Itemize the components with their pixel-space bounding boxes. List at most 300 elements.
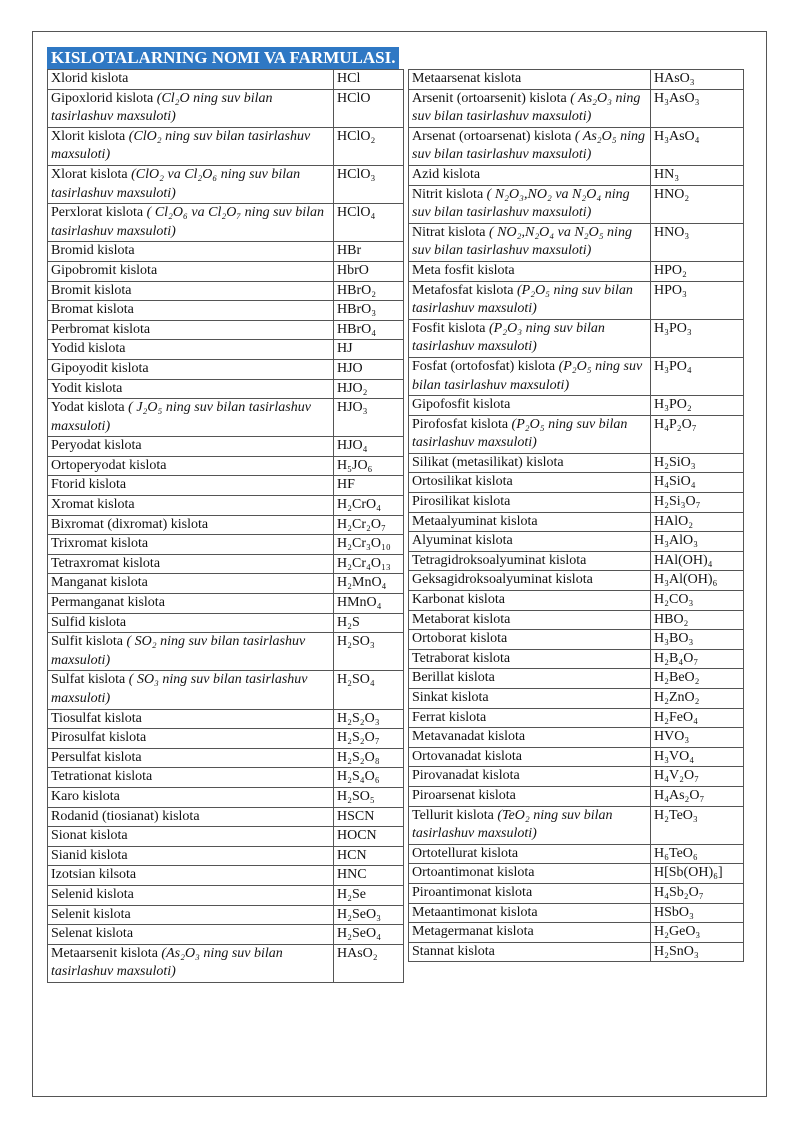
acid-name-cell	[409, 883, 651, 903]
acid-note: ( NO₂,N₂O₄ va N₂O₅ ning suv bilan tasirlashuv maxsuloti)	[412, 224, 632, 259]
acid-name: Fosfit kislota	[412, 320, 486, 336]
table-row	[409, 165, 744, 185]
acid-formula: HAlO₂	[651, 512, 744, 532]
acid-name: Persulfat kislota	[51, 749, 142, 765]
acid-name-cell	[409, 396, 651, 416]
acid-formula: H₃AlO₃	[651, 532, 744, 552]
acid-formula: H₂SeO₃	[334, 905, 404, 925]
acid-note: ( J₂O₅ ning suv bilan tasirlashuv maxsuloti)	[51, 400, 311, 434]
acid-name-cell	[48, 594, 334, 614]
table-row	[48, 456, 404, 476]
acid-note: ( As₂O₅ ning suv bilan tasirlashuv maxsuloti)	[412, 128, 646, 163]
acid-name-cell	[48, 496, 334, 516]
acid-name: Xlorid kislota	[51, 71, 129, 86]
acid-name: Rodanid (tiosianat) kislota	[51, 808, 200, 824]
table-row	[48, 827, 404, 847]
acid-name: Arsenit (ortoarsenit) kislota	[412, 90, 567, 106]
table-row	[48, 613, 404, 633]
table-row	[48, 885, 404, 905]
table-row	[409, 844, 744, 864]
acid-name: Bromit kislota	[51, 282, 132, 298]
table-row	[48, 204, 404, 242]
acid-note: (As₂O₃ ning suv bilan tasirlashuv maxsuloti)	[51, 945, 283, 980]
acid-formula: HClO₄	[334, 204, 404, 242]
acid-name-cell	[409, 357, 651, 395]
acid-name-cell	[48, 944, 334, 982]
acid-name-cell	[409, 532, 651, 552]
acid-name-cell	[48, 633, 334, 671]
acid-formula: HNC	[334, 866, 404, 886]
acid-formula: H₂SeO₄	[334, 925, 404, 945]
acid-name-cell	[48, 301, 334, 321]
acid-formula: H₂ZnO₂	[651, 689, 744, 709]
acid-formula: H₂MnO₄	[334, 574, 404, 594]
acid-name: Tetrationat kislota	[51, 769, 153, 785]
acid-name: Pirovanadat kislota	[412, 768, 520, 784]
table-row	[409, 453, 744, 473]
acid-name: Selenit kislota	[51, 906, 131, 922]
acid-name: Izotsian kilsota	[51, 867, 137, 883]
acid-name-cell	[48, 885, 334, 905]
acid-name: Geksagidroksoalyuminat kislota	[412, 572, 593, 588]
acid-formula: HCl	[334, 70, 404, 90]
acid-formula: HSCN	[334, 807, 404, 827]
table-row	[409, 883, 744, 903]
acid-name-cell	[48, 613, 334, 633]
acid-name: Tetragidroksoalyuminat kislota	[412, 552, 587, 568]
table-row	[48, 729, 404, 749]
acid-name: Ortoantimonat kislota	[412, 865, 535, 881]
acid-note: ( As₂O₃ ning suv bilan tasirlashuv maxsuloti)	[412, 90, 641, 125]
table-row	[409, 415, 744, 453]
acid-name-cell	[409, 415, 651, 453]
acid-formula: HBr	[334, 242, 404, 262]
table-row	[409, 127, 744, 165]
table-row	[409, 493, 744, 513]
acid-formula: HClO₂	[334, 127, 404, 165]
acid-name: Stannat kislota	[412, 943, 495, 959]
acid-name-cell	[48, 905, 334, 925]
acid-note: (ClO₂ va Cl₂O₆ ning suv bilan tasirlashuv maxsuloti)	[51, 166, 301, 201]
acid-name: Ferrat kislota	[412, 709, 487, 725]
acid-name: Tellurit kislota	[412, 807, 494, 823]
table-row	[48, 496, 404, 516]
acid-formula: H₆TeO₆	[651, 844, 744, 864]
acid-note: (P₂O₃ ning suv bilan tasirlashuv maxsuloti)	[412, 320, 605, 355]
acid-name-cell	[409, 185, 651, 223]
acid-name: Piroarsenat kislota	[412, 787, 516, 803]
acid-name: Metaborat kislota	[412, 611, 511, 627]
table-row	[409, 786, 744, 806]
acid-formula: H₂CrO₄	[334, 496, 404, 516]
acid-name-cell	[409, 806, 651, 844]
acid-name: Karbonat kislota	[412, 592, 505, 608]
acid-name: Sianid kislota	[51, 847, 128, 863]
acid-name: Bromid kislota	[51, 243, 135, 259]
acid-formula: HF	[334, 476, 404, 496]
acid-name-cell	[409, 512, 651, 532]
acid-name: Tiosulfat kislota	[51, 710, 142, 726]
acid-name-cell	[409, 223, 651, 261]
acid-name-cell	[48, 456, 334, 476]
acid-name: Fosfat (ortofosfat) kislota	[412, 358, 556, 374]
acid-name-cell	[48, 320, 334, 340]
acid-formula: HJO₂	[334, 379, 404, 399]
acid-name-cell	[409, 261, 651, 281]
acid-note: (P₂O₅ ning suv bilan tasirlashuv maxsuloti)	[412, 416, 628, 451]
acid-name: Gipoxlorid kislota	[51, 90, 154, 106]
acid-name: Sulfat kislota	[51, 672, 126, 688]
acid-name-cell	[48, 399, 334, 437]
acid-name-cell	[48, 165, 334, 203]
acid-formula: HJO	[334, 359, 404, 379]
acid-name-cell	[409, 728, 651, 748]
acid-formula: H₂Si₃O₇	[651, 493, 744, 513]
table-row	[48, 787, 404, 807]
acid-name: Trixromat kislota	[51, 536, 149, 552]
acid-name-cell	[48, 379, 334, 399]
acid-formula: H₃PO₄	[651, 357, 744, 395]
acid-formula: HBrO₃	[334, 301, 404, 321]
acid-formula: H₃PO₂	[651, 396, 744, 416]
acid-name-cell	[409, 630, 651, 650]
acid-formula: HPO₂	[651, 261, 744, 281]
table-row	[48, 768, 404, 788]
table-row	[409, 319, 744, 357]
acid-formula: HCN	[334, 846, 404, 866]
table-row	[409, 357, 744, 395]
table-row	[48, 594, 404, 614]
acids-table-left	[47, 69, 404, 983]
acid-formula: HJO₄	[334, 437, 404, 457]
acid-formula: H₃PO₃	[651, 319, 744, 357]
table-row	[48, 359, 404, 379]
acid-formula: H₂S₄O₆	[334, 768, 404, 788]
table-row	[409, 903, 744, 923]
table-row	[48, 748, 404, 768]
acid-note: (ClO₂ ning suv bilan tasirlashuv maxsuloti)	[51, 128, 311, 163]
acids-table-right	[408, 69, 744, 962]
table-row	[48, 944, 404, 982]
acid-name-cell	[409, 319, 651, 357]
table-row	[409, 532, 744, 552]
acid-name-cell	[409, 747, 651, 767]
acid-name-cell	[48, 261, 334, 281]
acid-formula: HBrO₄	[334, 320, 404, 340]
table-row	[48, 925, 404, 945]
table-row	[409, 261, 744, 281]
acid-name: Xlorat kislota	[51, 166, 128, 182]
table-row	[48, 340, 404, 360]
acid-name: Sionat kislota	[51, 828, 128, 844]
table-row	[48, 320, 404, 340]
acid-name: Tetraborat kislota	[412, 650, 511, 666]
acid-formula: HMnO₄	[334, 594, 404, 614]
acid-note: (P₂O₅ ning suv bilan tasirlashuv maxsuloti)	[412, 358, 643, 393]
acid-formula: H₂TeO₃	[651, 806, 744, 844]
acid-name: Ortotellurat kislota	[412, 845, 519, 861]
table-row	[48, 866, 404, 886]
acid-note: ( Cl₂O₆ va Cl₂O₇ ning suv bilan tasirlashuv maxsuloti)	[51, 205, 325, 239]
acid-name-cell	[409, 767, 651, 787]
acid-name: Tetraxromat kislota	[51, 555, 161, 571]
acid-name: Metaantimonat kislota	[412, 904, 538, 920]
table-row	[48, 905, 404, 925]
table-row	[48, 70, 404, 90]
acid-name: Piroantimonat kislota	[412, 884, 533, 900]
table-row	[409, 512, 744, 532]
acid-name-cell	[409, 610, 651, 630]
acid-name: Ftorid kislota	[51, 477, 127, 493]
acid-name-cell	[409, 551, 651, 571]
table-row	[409, 923, 744, 943]
acid-name: Ortosilikat kislota	[412, 474, 513, 490]
acid-formula: H₂S₂O₈	[334, 748, 404, 768]
table-row	[409, 728, 744, 748]
acid-name: Metafosfat kislota	[412, 282, 514, 298]
acid-name: Metagermanat kislota	[412, 924, 534, 940]
acid-name: Perbromat kislota	[51, 321, 151, 337]
table-row	[409, 396, 744, 416]
table-row	[409, 89, 744, 127]
acid-name-cell	[48, 204, 334, 242]
acid-formula: HClO₃	[334, 165, 404, 203]
acid-name-cell	[48, 827, 334, 847]
acid-name-cell	[48, 359, 334, 379]
acid-formula: H₂Cr₃O₁₀	[334, 535, 404, 555]
acid-name: Gipoyodit kislota	[51, 360, 149, 376]
table-row	[48, 165, 404, 203]
acid-name-cell	[409, 844, 651, 864]
table-row	[48, 379, 404, 399]
table-row	[48, 807, 404, 827]
acid-name-cell	[48, 437, 334, 457]
acid-name-cell	[409, 127, 651, 165]
acid-name: Ortoborat kislota	[412, 631, 508, 647]
table-row	[409, 669, 744, 689]
acid-formula: H₂SO₄	[334, 671, 404, 709]
acid-formula: HAsO₃	[651, 70, 744, 90]
table-row	[48, 846, 404, 866]
acid-formula: H₂S	[334, 613, 404, 633]
table-row	[409, 708, 744, 728]
acid-name-cell	[48, 729, 334, 749]
acid-name: Pirosulfat kislota	[51, 730, 147, 746]
acid-name-cell	[48, 787, 334, 807]
acid-name: Perxlorat kislota	[51, 205, 144, 221]
acid-formula: H₅JO₆	[334, 456, 404, 476]
acid-name-cell	[48, 515, 334, 535]
acid-name: Manganat kislota	[51, 575, 148, 591]
acid-formula: H₂Cr₂O₇	[334, 515, 404, 535]
acid-name: Xlorit kislota	[51, 128, 126, 144]
acid-name-cell	[409, 453, 651, 473]
table-row	[48, 476, 404, 496]
table-row	[409, 223, 744, 261]
table-row	[48, 574, 404, 594]
acid-name-cell	[409, 942, 651, 962]
acid-name: Gipobromit kislota	[51, 262, 158, 278]
acid-formula: H₃VO₄	[651, 747, 744, 767]
acid-note: ( SO₃ ning suv bilan tasirlashuv maxsuloti)	[51, 672, 308, 706]
acid-name: Xromat kislota	[51, 497, 135, 513]
acid-name-cell	[409, 473, 651, 493]
table-row	[48, 437, 404, 457]
table-row	[409, 591, 744, 611]
acid-formula: H[Sb(OH)₆]	[651, 864, 744, 884]
acid-formula: H₂SO₃	[334, 633, 404, 671]
table-row	[48, 535, 404, 555]
acid-formula: H₄Sb₂O₇	[651, 883, 744, 903]
acid-formula: H₄P₂O₇	[651, 415, 744, 453]
table-row	[48, 554, 404, 574]
acid-name-cell	[409, 89, 651, 127]
table-row	[409, 689, 744, 709]
table-row	[48, 399, 404, 437]
acid-name-cell	[48, 709, 334, 729]
acid-name-cell	[48, 574, 334, 594]
acid-name-cell	[409, 649, 651, 669]
acid-name: Metaalyuminat kislota	[412, 513, 538, 529]
acid-name: Azid kislota	[412, 166, 481, 182]
acid-formula: H₂SnO₃	[651, 942, 744, 962]
table-row	[48, 261, 404, 281]
acid-name-cell	[409, 669, 651, 689]
acid-name-cell	[409, 864, 651, 884]
acid-name-cell	[48, 281, 334, 301]
acid-formula: H₂SO₅	[334, 787, 404, 807]
acid-formula: H₂BeO₂	[651, 669, 744, 689]
table-row	[409, 281, 744, 319]
acid-name: Yodit kislota	[51, 380, 123, 396]
acid-note: (P₂O₅ ning suv bilan tasirlashuv maxsuloti)	[412, 282, 633, 317]
acid-name: Bromat kislota	[51, 302, 134, 318]
acid-name-cell	[48, 70, 334, 90]
acid-name-cell	[409, 493, 651, 513]
acid-name: Silikat (metasilikat) kislota	[412, 454, 564, 470]
acid-name-cell	[48, 866, 334, 886]
table-row	[409, 70, 744, 90]
acid-name: Arsenat (ortoarsenat) kislota	[412, 128, 572, 144]
acid-formula: H₄V₂O₇	[651, 767, 744, 787]
acid-name-cell	[409, 165, 651, 185]
acid-name-cell	[48, 127, 334, 165]
table-row	[409, 767, 744, 787]
acid-formula: H₄As₂O₇	[651, 786, 744, 806]
acid-name: Ortoperyodat kislota	[51, 457, 167, 473]
acid-name-cell	[48, 554, 334, 574]
acid-name: Metaarsenit kislota	[51, 945, 158, 961]
acid-name: Yodat kislota	[51, 400, 125, 416]
table-row	[409, 942, 744, 962]
acid-formula: H₂B₄O₇	[651, 649, 744, 669]
acid-formula: HN₃	[651, 165, 744, 185]
table-row	[409, 747, 744, 767]
table-row	[48, 242, 404, 262]
acid-name-cell	[409, 689, 651, 709]
acid-note: (TeO₂ ning suv bilan tasirlashuv maxsuloti)	[412, 807, 613, 842]
acid-name: Permanganat kislota	[51, 595, 165, 611]
acid-name: Selenat kislota	[51, 926, 134, 942]
acid-name: Pirofosfat kislota	[412, 416, 509, 432]
acid-formula: H₃AsO₄	[651, 127, 744, 165]
table-row	[409, 185, 744, 223]
table-row	[409, 806, 744, 844]
acid-name: Pirosilikat kislota	[412, 494, 511, 510]
acid-name: Gipofosfit kislota	[412, 397, 511, 413]
acid-name: Sinkat kislota	[412, 690, 489, 705]
acid-formula: H₂Cr₄O₁₃	[334, 554, 404, 574]
acid-name: Yodid kislota	[51, 341, 126, 357]
table-row	[409, 864, 744, 884]
acid-name: Selenid kislota	[51, 886, 134, 902]
acid-formula: HClO	[334, 89, 404, 127]
table-row	[48, 281, 404, 301]
acid-formula: HNO₃	[651, 223, 744, 261]
acid-formula: H₂S₂O₇	[334, 729, 404, 749]
table-row	[409, 571, 744, 591]
table-row	[48, 515, 404, 535]
acid-name: Alyuminat kislota	[412, 533, 513, 549]
acid-name-cell	[48, 846, 334, 866]
table-row	[48, 301, 404, 321]
acid-name: Metavanadat kislota	[412, 729, 526, 745]
acid-name-cell	[409, 923, 651, 943]
acid-formula: H₃AsO₃	[651, 89, 744, 127]
acid-formula: HBO₂	[651, 610, 744, 630]
acid-note: (Cl₂O ning suv bilan tasirlashuv maxsuloti)	[51, 90, 273, 125]
table-row	[48, 127, 404, 165]
acid-name: Nitrit kislota	[412, 186, 484, 202]
acid-name: Bixromat (dixromat) kislota	[51, 516, 209, 532]
acid-name-cell	[48, 242, 334, 262]
acid-formula: H₃BO₃	[651, 630, 744, 650]
acid-name-cell	[409, 786, 651, 806]
table-row	[48, 633, 404, 671]
acid-name-cell	[409, 70, 651, 90]
acid-formula: HAsO₂	[334, 944, 404, 982]
acid-formula: HAl(OH)₄	[651, 551, 744, 571]
acid-name: Karo kislota	[51, 788, 120, 804]
acid-name-cell	[409, 591, 651, 611]
acid-formula: H₂S₂O₃	[334, 709, 404, 729]
acid-name: Meta fosfit kislota	[412, 262, 515, 278]
table-row	[48, 709, 404, 729]
table-row	[409, 551, 744, 571]
acid-name-cell	[48, 748, 334, 768]
acid-formula: H₂Se	[334, 885, 404, 905]
acid-name-cell	[409, 571, 651, 591]
acid-formula: H₄SiO₄	[651, 473, 744, 493]
acid-formula: HOCN	[334, 827, 404, 847]
acid-formula: HbrO	[334, 261, 404, 281]
acid-name: Berillat kislota	[412, 670, 495, 686]
acid-name: Sulfit kislota	[51, 634, 123, 650]
acid-note: ( N₂O₃,NO₂ va N₂O₄ ning suv bilan tasirlashuv maxsuloti)	[412, 186, 630, 221]
acid-name: Metaarsenat kislota	[412, 71, 522, 86]
acid-formula: HVO₃	[651, 728, 744, 748]
acid-formula: HNO₂	[651, 185, 744, 223]
acid-name-cell	[409, 281, 651, 319]
table-row	[48, 671, 404, 709]
acid-name-cell	[409, 708, 651, 728]
acid-formula: H₂GeO₃	[651, 923, 744, 943]
acid-name: Ortovanadat kislota	[412, 748, 523, 764]
acid-formula: H₂SiO₃	[651, 453, 744, 473]
acid-formula: HSbO₃	[651, 903, 744, 923]
table-row	[409, 610, 744, 630]
acid-name-cell	[48, 476, 334, 496]
